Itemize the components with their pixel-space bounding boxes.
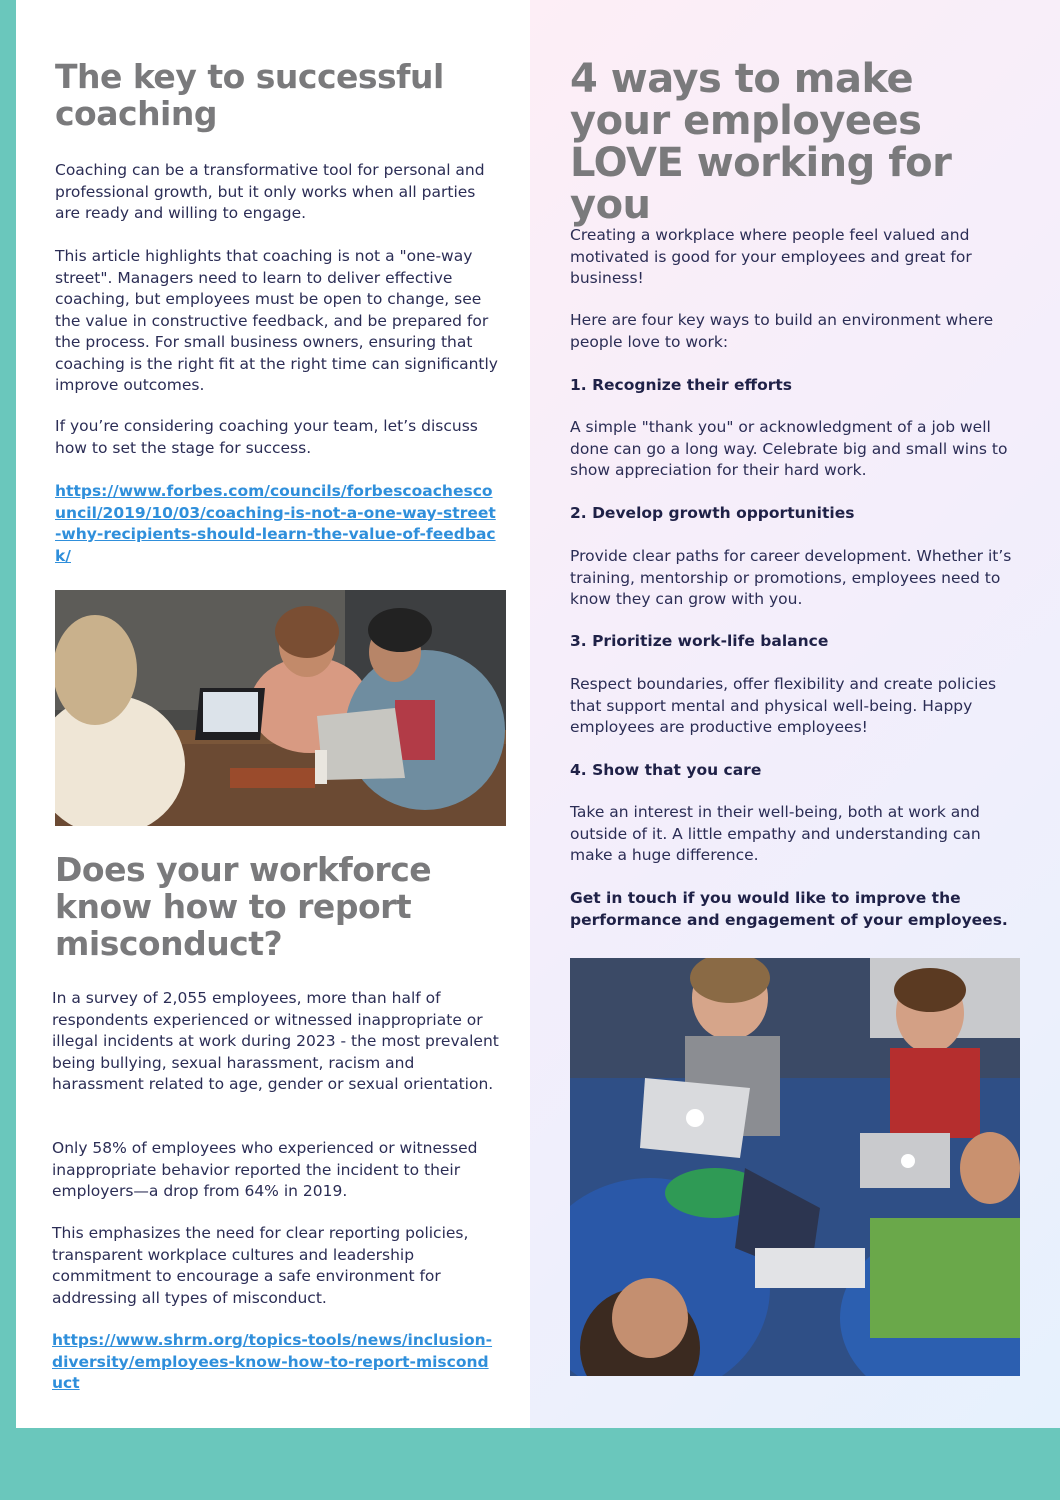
way-3-heading: 3. Prioritize work-life balance bbox=[570, 632, 829, 650]
coaching-paragraph-1: Coaching can be a transformative tool for personal and professional growth, but it only works when all parties are ready and willing to engage. bbox=[55, 161, 485, 222]
misconduct-paragraph-2: Only 58% of employees who experienced or witnessed inappropriate behavior reported the incident to their employers—a drop from 64% in 2019. bbox=[52, 1139, 478, 1200]
way-2-heading: 2. Develop growth opportunities bbox=[570, 504, 855, 522]
misconduct-paragraph-3: This emphasizes the need for clear reporting policies, transparent workplace cultures and leadership commitment to encourage a safe environment for addressing all types of misconduct. bbox=[52, 1224, 469, 1307]
coaching-paragraph-2: This article highlights that coaching is not a "one-way street". Managers need to learn to deliver effective coaching, but employees must be open to change, see the value in constructive feedback, and be prepared for the process. For small business owners, ensuring that coaching is the right fit at the right time can significantly improve outcomes. bbox=[55, 247, 498, 394]
newsletter-page bbox=[16, 0, 1060, 1428]
contact-cta: Get in touch if you would like to improve the performance and engagement of your employees. bbox=[570, 889, 1008, 929]
misconduct-source-link[interactable]: https://www.shrm.org/topics-tools/news/inclusion-diversity/employees-know-how-to-report-misconduct bbox=[52, 1331, 493, 1392]
coaching-meeting-photo bbox=[55, 590, 506, 826]
way-3-body: Respect boundaries, offer flexibility and create policies that support mental and physical well-being. Happy employees are productive employees! bbox=[570, 675, 997, 736]
way-1-heading: 1. Recognize their efforts bbox=[570, 376, 793, 394]
left-column bbox=[16, 0, 530, 1428]
way-4-heading: 4. Show that you care bbox=[570, 761, 762, 779]
coaching-source-link[interactable]: https://www.forbes.com/councils/forbescoachescouncil/2019/10/03/coaching-is-not-a-one-way-street-why-recipients-should-learn-the-value-of-feedback/ bbox=[55, 482, 496, 565]
intro-paragraph-1: Creating a workplace where people feel valued and motivated is good for your employees and great for business! bbox=[570, 226, 972, 287]
intro-paragraph-2: Here are four key ways to build an environment where people love to work: bbox=[570, 311, 994, 351]
right-column bbox=[530, 0, 1060, 1428]
love-working-title: 4 ways to make your employees LOVE working for you bbox=[570, 56, 952, 228]
way-2-body: Provide clear paths for career development. Whether it’s training, mentorship or promotions, employees need to know they can grow with you. bbox=[570, 547, 1012, 608]
way-1-body: A simple "thank you" or acknowledgment of a job well done can go a long way. Celebrate big and small wins to show appreciation for their hard work. bbox=[570, 418, 1008, 479]
coaching-title: The key to successful coaching bbox=[55, 57, 444, 133]
way-4-body: Take an interest in their well-being, both at work and outside of it. A little empathy and understanding can make a huge difference. bbox=[570, 803, 981, 864]
misconduct-paragraph-1: In a survey of 2,055 employees, more than half of respondents experienced or witnessed inappropriate or illegal incidents at work during 2023 - the most prevalent being bullying, sexual harassment, racism and harassment related to age, gender or sexual orientation. bbox=[52, 989, 499, 1093]
team-laptops-photo bbox=[570, 958, 1020, 1376]
misconduct-title: Does your workforce know how to report misconduct? bbox=[55, 850, 432, 963]
coaching-paragraph-3: If you’re considering coaching your team, let’s discuss how to set the stage for success. bbox=[55, 417, 478, 457]
